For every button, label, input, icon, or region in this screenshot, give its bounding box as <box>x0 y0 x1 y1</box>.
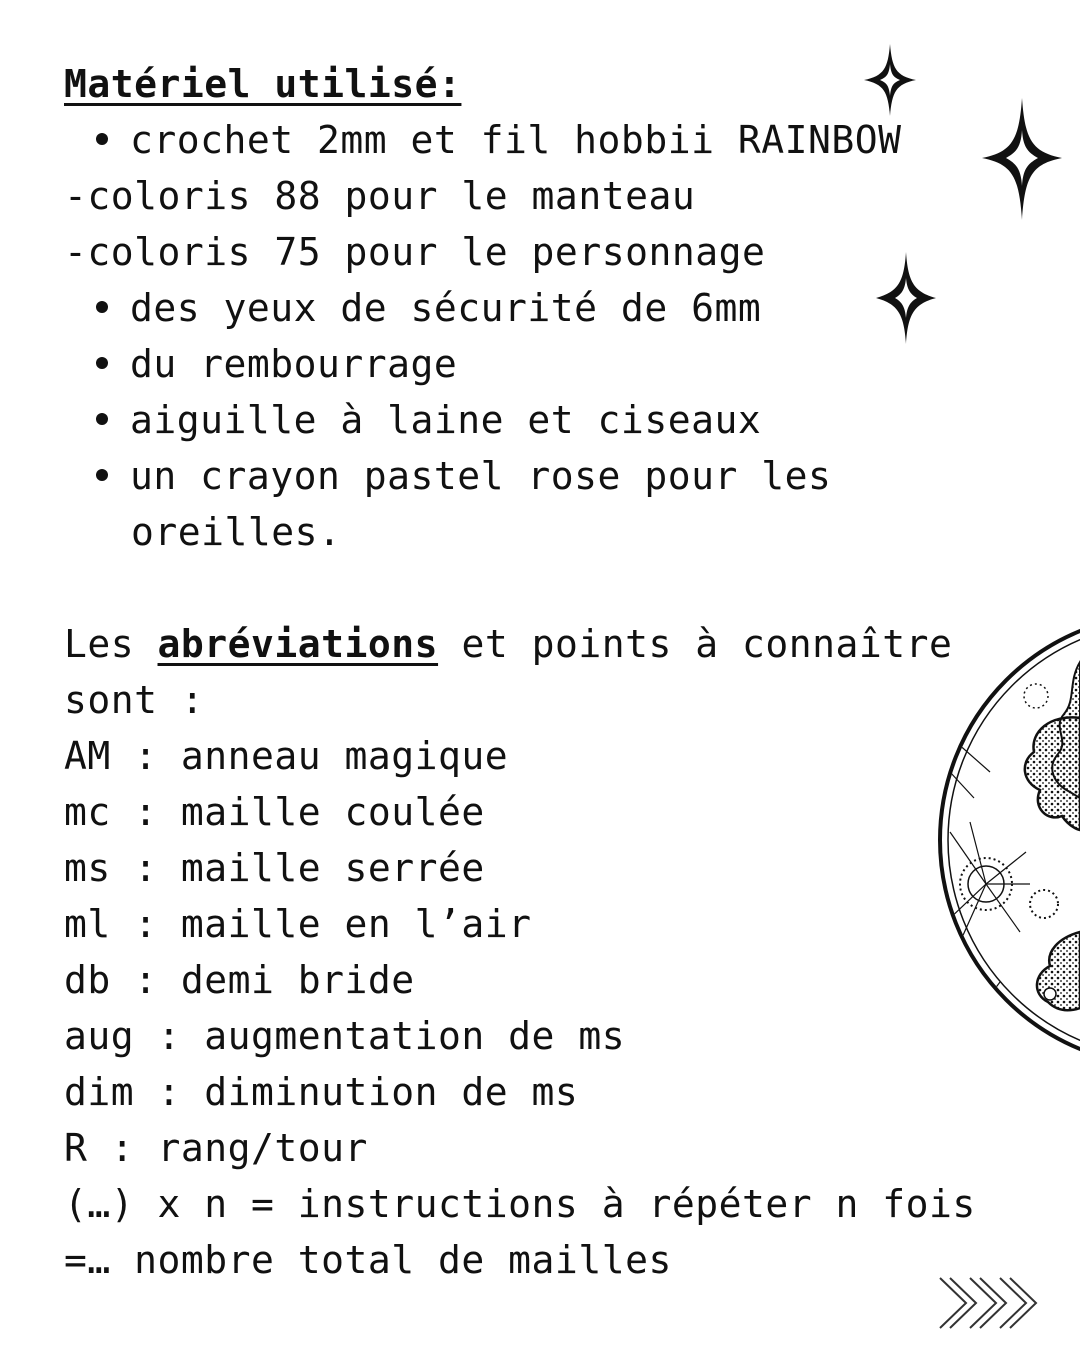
sparkle-icon <box>874 250 938 346</box>
materials-item-eyes <box>96 280 761 336</box>
sparkle-icon <box>980 96 1064 222</box>
abbr-item-db: db : demi bride <box>64 958 415 1002</box>
abbr-item-ms: ms : maille serrée <box>64 846 485 890</box>
bullet-icon <box>96 469 108 481</box>
bullet-icon <box>96 301 108 313</box>
sparkle-icon <box>862 42 918 118</box>
abbreviations-intro-line2: sont : <box>64 678 205 722</box>
abbr-item-r: R : rang/tour <box>64 1126 368 1170</box>
materials-item-pastel <box>96 448 831 504</box>
materials-subitem-coat-color: -coloris 88 pour le manteau <box>64 174 696 218</box>
bullet-icon <box>96 357 108 369</box>
abbr-item-am: AM : anneau magique <box>64 734 509 778</box>
abbr-item-mc: mc : maille coulée <box>64 790 485 834</box>
abbr-item-total: =… nombre total de mailles <box>64 1238 672 1282</box>
abbreviations-intro <box>64 616 952 672</box>
materials-item-text: crochet 2mm et fil hobbii RAINBOW <box>130 118 902 162</box>
intro-suffix: et points à connaître <box>438 622 953 666</box>
materials-subitem-character-color: -coloris 75 pour le personnage <box>64 230 766 274</box>
intro-keyword: abréviations <box>157 622 439 666</box>
materials-item-text: aiguille à laine et ciseaux <box>130 398 762 442</box>
materials-item-pastel-cont: oreilles. <box>131 510 342 554</box>
bullet-icon <box>96 133 108 145</box>
intro-prefix: Les <box>64 622 158 666</box>
materials-heading: Matériel utilisé: <box>64 62 462 106</box>
bullet-icon <box>96 413 108 425</box>
materials-item-hook <box>96 112 901 168</box>
abbr-item-aug: aug : augmentation de ms <box>64 1014 626 1058</box>
abbr-item-repeat: (…) x n = instructions à répéter n fois <box>64 1182 976 1226</box>
materials-item-text: du rembourrage <box>130 342 458 386</box>
materials-item-text: des yeux de sécurité de 6mm <box>130 286 762 330</box>
materials-item-stuffing <box>96 336 457 392</box>
moon-illustration <box>930 622 1080 1058</box>
materials-item-text: un crayon pastel rose pour les <box>130 454 832 498</box>
next-arrows-icon[interactable] <box>936 1274 1040 1332</box>
abbr-item-ml: ml : maille en l’air <box>64 902 532 946</box>
materials-item-needle <box>96 392 761 448</box>
abbr-item-dim: dim : diminution de ms <box>64 1070 579 1114</box>
